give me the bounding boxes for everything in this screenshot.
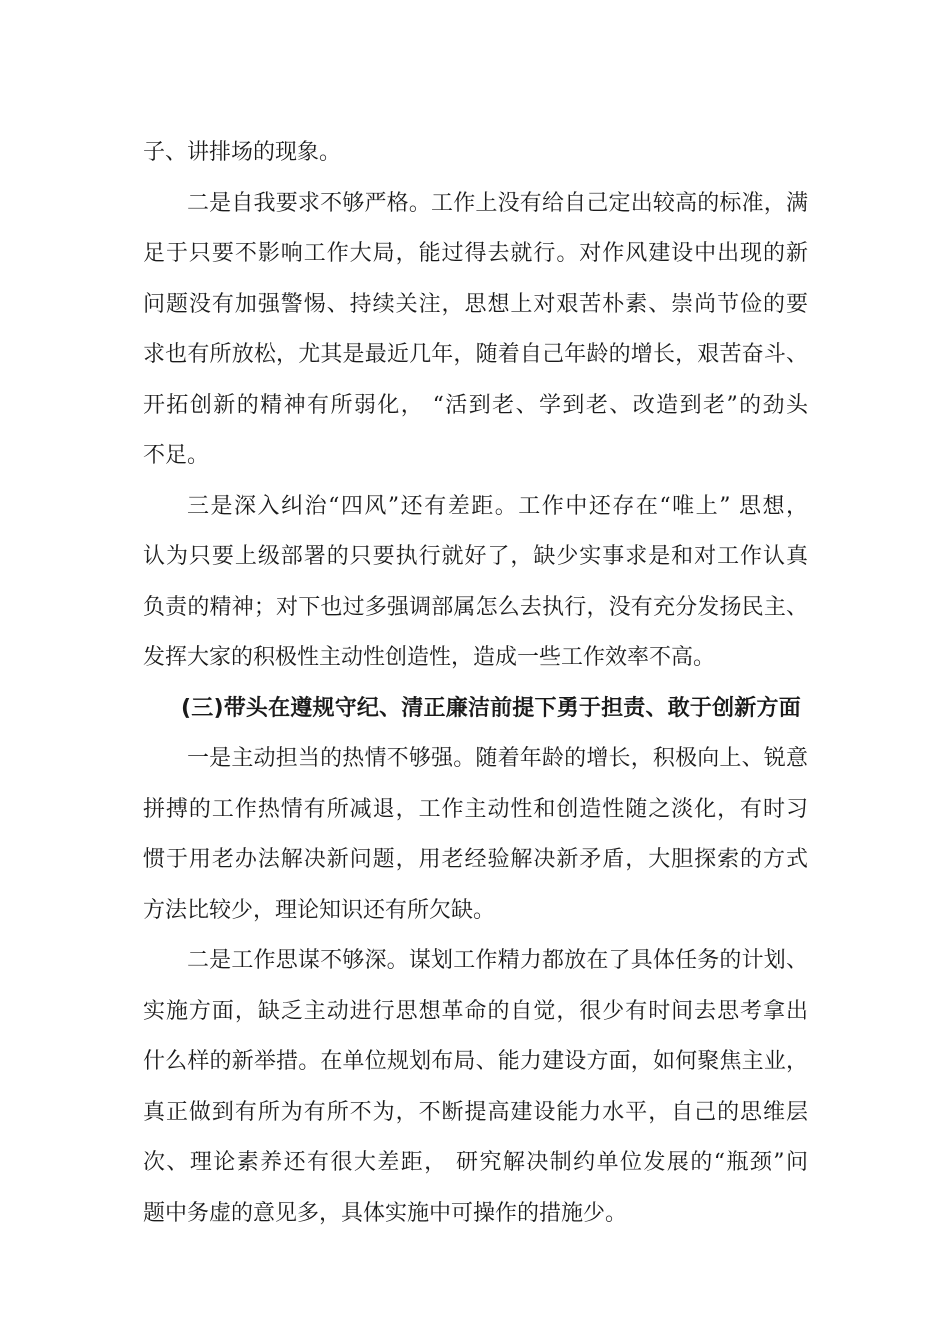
paragraph-line: 惯于用老办法解决新问题，用老经验解决新矛盾，大胆探索的方式 [143, 847, 808, 872]
paragraph-line: 实施方面，缺乏主动进行思想革命的自觉，很少有时间去思考拿出 [143, 998, 808, 1024]
paragraph-line: 次、理论素养还有很大差距， 研究解决制约单位发展的“瓶颈”问 [143, 1150, 808, 1175]
paragraph-line: 发挥大家的积极性主动性创造性，造成一些工作效率不高。 [143, 645, 716, 670]
paragraph-line: 什么样的新举措。在单位规划布局、能力建设方面，如何聚焦主业， [143, 1049, 808, 1074]
paragraph-line: 足于只要不影响工作大局，能过得去就行。对作风建设中出现的新 [143, 241, 808, 266]
paragraph-line: 二是自我要求不够严格。工作上没有给自己定出较高的标准，满 [187, 190, 808, 216]
paragraph-line: 问题没有加强警惕、持续关注，思想上对艰苦朴素、崇尚节俭的要 [143, 291, 808, 317]
section-heading: (三)带头在遵规守纪、清正廉洁前提下勇于担责、敢于创新方面 [181, 695, 801, 721]
paragraph-line: 真正做到有所为有所不为，不断提高建设能力水平，自己的思维层 [143, 1099, 808, 1125]
paragraph-line: 子、讲排场的现象。 [143, 140, 342, 165]
paragraph-line: 一是主动担当的热情不够强。随着年龄的增长，积极向上、锐意 [187, 746, 808, 771]
paragraph-line: 不足。 [143, 443, 210, 468]
paragraph-line: 方法比较少，理论知识还有所欠缺。 [143, 897, 496, 923]
paragraph-line: 负责的精神；对下也过多强调部属怎么去执行，没有充分发扬民主、 [143, 594, 808, 620]
document-body [143, 128, 808, 1239]
paragraph-line: 题中务虚的意见多，具体实施中可操作的措施少。 [143, 1200, 628, 1226]
paragraph-line: 认为只要上级部署的只要执行就好了，缺少实事求是和对工作认真 [143, 544, 808, 569]
paragraph-line: 拼搏的工作热情有所减退，工作主动性和创造性随之淡化，有时习 [143, 796, 808, 822]
paragraph-line: 求也有所放松，尤其是最近几年，随着自己年龄的增长，艰苦奋斗、 [143, 342, 808, 367]
paragraph-line: 开拓创新的精神有所弱化， “活到老、学到老、改造到老”的劲头 [143, 392, 808, 418]
paragraph-line: 三是深入纠治“四风”还有差距。工作中还存在“唯上” 思想， [187, 493, 808, 519]
paragraph-line: 二是工作思谋不够深。谋划工作精力都放在了具体任务的计划、 [187, 948, 808, 973]
